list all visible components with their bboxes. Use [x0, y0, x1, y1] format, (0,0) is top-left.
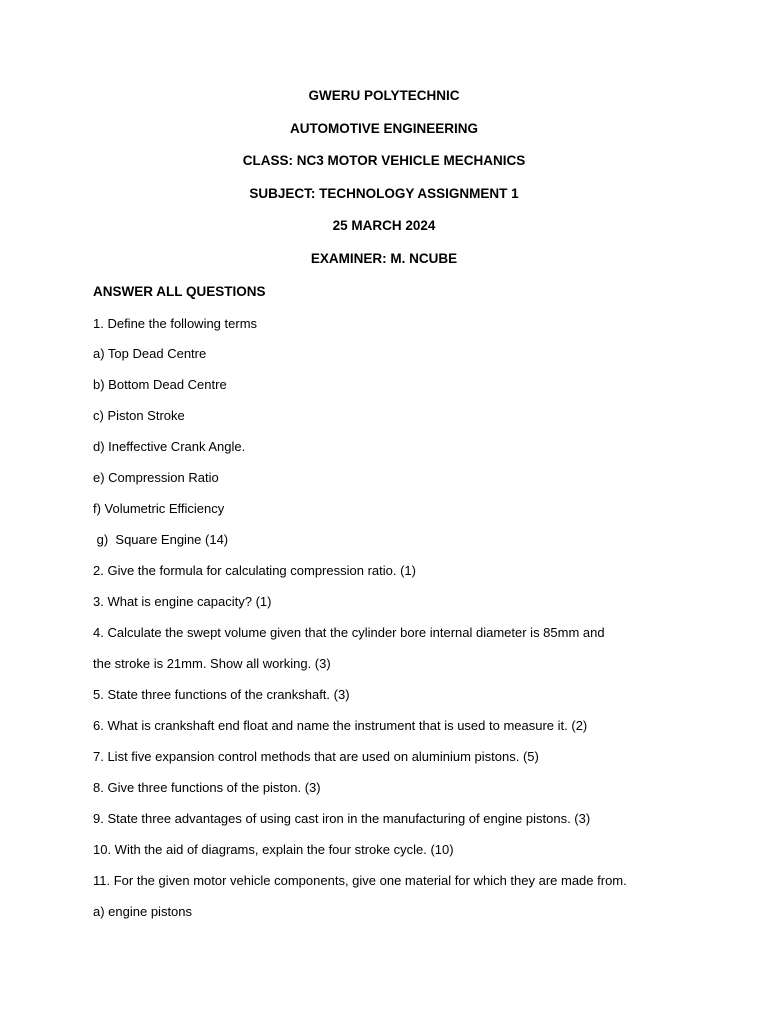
question-line: 4. Calculate the swept volume given that the cylinder bore internal diameter is 85mm and — [93, 625, 605, 640]
question-line: a) engine pistons — [93, 904, 193, 919]
question-line: 5. State three functions of the crankshaft. (3) — [93, 687, 350, 702]
question-line: b) Bottom Dead Centre — [93, 377, 227, 392]
question-line: g) Square Engine (14) — [93, 532, 229, 547]
instruction-heading: ANSWER ALL QUESTIONS — [93, 284, 266, 299]
question-line: 7. List five expansion control methods that are used on aluminium pistons. (5) — [93, 749, 539, 764]
question-line: 9. State three advantages of using cast iron in the manufacturing of engine pistons. (3) — [93, 811, 591, 826]
question-line: 2. Give the formula for calculating compression ratio. (1) — [93, 563, 416, 578]
question-line: 3. What is engine capacity? (1) — [93, 594, 272, 609]
examiner-title: EXAMINER: M. NCUBE — [310, 251, 458, 266]
question-line: 10. With the aid of diagrams, explain the four stroke cycle. (10) — [93, 842, 454, 857]
question-line: 8. Give three functions of the piston. (3) — [93, 780, 321, 795]
question-line: 1. Define the following terms — [93, 316, 258, 331]
question-line: e) Compression Ratio — [93, 470, 219, 485]
question-line: 11. For the given motor vehicle components, give one material for which they are made from. — [93, 873, 627, 888]
date-title: 25 MARCH 2024 — [332, 218, 436, 233]
question-line: a) Top Dead Centre — [93, 346, 207, 361]
institution-title: GWERU POLYTECHNIC — [308, 88, 460, 103]
question-line: f) Volumetric Efficiency — [93, 501, 225, 516]
question-line: the stroke is 21mm. Show all working. (3) — [93, 656, 331, 671]
subject-title: SUBJECT: TECHNOLOGY ASSIGNMENT 1 — [249, 186, 519, 201]
question-line: d) Ineffective Crank Angle. — [93, 439, 246, 454]
question-line: 6. What is crankshaft end float and name the instrument that is used to measure it. (2) — [93, 718, 588, 733]
question-line: c) Piston Stroke — [93, 408, 185, 423]
class-title: CLASS: NC3 MOTOR VEHICLE MECHANICS — [242, 153, 526, 168]
department-title: AUTOMOTIVE ENGINEERING — [289, 121, 479, 136]
